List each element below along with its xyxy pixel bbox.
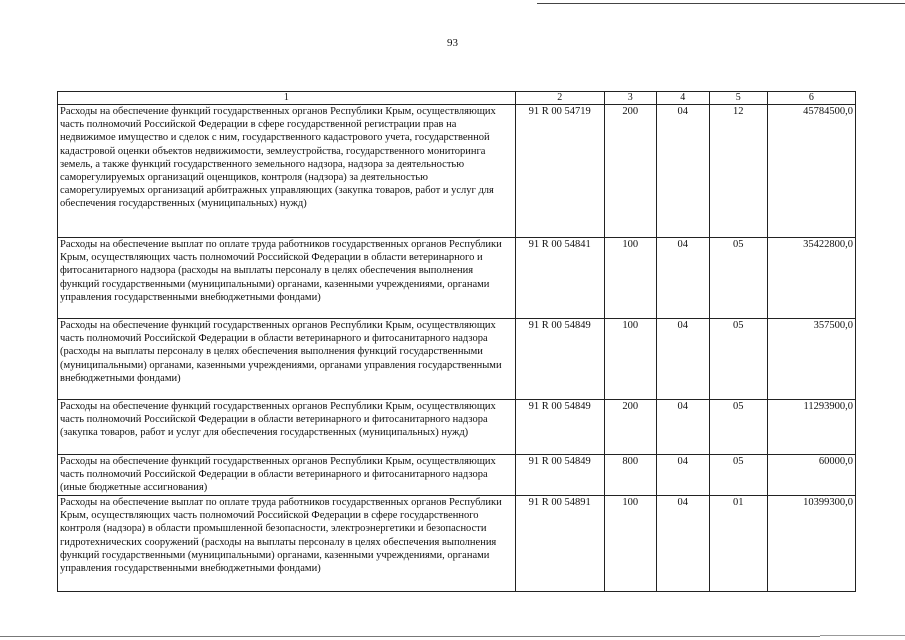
row-expense-type: 100 [604, 238, 656, 319]
row-expense-type: 200 [604, 400, 656, 455]
row-description: Расходы на обеспечение функций государственных органов Республики Крым, осуществляющих часть полномочий Российской Федерации в сфере государственной регистрации прав на недвижимое имущество и сделок с ним, государственного кадастрового учета, государственной кадастровой оценки объектов недвижимости, землеустройства, государственного мониторинга земель, а также функций государственного земельного надзора, надзора за деятельностью саморегулируемых организаций оценщиков, контроля (надзора) за деятельностью саморегулируемых организаций арбитражных управляющих (закупка товаров, работ и услуг для обеспечения государственных (муниципальных) нужд) [58, 105, 516, 238]
row-description: Расходы на обеспечение выплат по оплате труда работников государственных органов Республики Крым, осуществляющих часть полномочий Российской Федерации в области ветеринарного и фитосанитарного надзора (расходы на выплаты персоналу в целях обеспечения выполнения функций государственными (муниципальными) органами, казенными учреждениями, органами управления государственными внебюджетными фондами) [58, 238, 516, 319]
column-header-6: 6 [767, 92, 855, 105]
row-expense-type: 100 [604, 319, 656, 400]
column-header-1: 1 [58, 92, 516, 105]
table-row [58, 319, 856, 400]
row-subsection: 05 [709, 455, 767, 496]
table-row [58, 238, 856, 319]
row-subsection: 05 [709, 400, 767, 455]
row-target-code: 91 R 00 54841 [515, 238, 604, 319]
row-subsection: 12 [709, 105, 767, 238]
row-section: 04 [656, 238, 709, 319]
table-row [58, 455, 856, 496]
row-amount: 60000,0 [767, 455, 855, 496]
row-target-code: 91 R 00 54849 [515, 319, 604, 400]
scan-edge-line-bottom [0, 636, 820, 637]
row-description: Расходы на обеспечение функций государственных органов Республики Крым, осуществляющих часть полномочий Российской Федерации в области ветеринарного и фитосанитарного надзора (закупка товаров, работ и услуг для обеспечения государственных (муниципальных) нужд) [58, 400, 516, 455]
row-amount: 10399300,0 [767, 496, 855, 592]
table-row [58, 400, 856, 455]
row-target-code: 91 R 00 54849 [515, 455, 604, 496]
scan-edge-line-bottom-right [820, 635, 905, 636]
row-section: 04 [656, 496, 709, 592]
row-description: Расходы на обеспечение выплат по оплате труда работников государственных органов Республики Крым, осуществляющих часть полномочий Российской Федерации в сфере государственного контроля (надзора) в области промышленной безопасности, электроэнергетики и безопасности гидротехнических сооружений (расходы на выплаты персоналу в целях обеспечения выполнения функций государственными (муниципальными) органами, казенными учреждениями, органами управления государственными внебюджетными фондами) [58, 496, 516, 592]
row-expense-type: 800 [604, 455, 656, 496]
row-expense-type: 100 [604, 496, 656, 592]
column-header-4: 4 [656, 92, 709, 105]
row-amount: 357500,0 [767, 319, 855, 400]
row-section: 04 [656, 400, 709, 455]
row-target-code: 91 R 00 54891 [515, 496, 604, 592]
row-expense-type: 200 [604, 105, 656, 238]
row-amount: 45784500,0 [767, 105, 855, 238]
table-row [58, 105, 856, 238]
row-subsection: 05 [709, 238, 767, 319]
row-amount: 11293900,0 [767, 400, 855, 455]
row-subsection: 01 [709, 496, 767, 592]
column-number-row [58, 92, 856, 105]
row-target-code: 91 R 00 54849 [515, 400, 604, 455]
column-header-3: 3 [604, 92, 656, 105]
column-header-5: 5 [709, 92, 767, 105]
row-amount: 35422800,0 [767, 238, 855, 319]
row-description: Расходы на обеспечение функций государственных органов Республики Крым, осуществляющих часть полномочий Российской Федерации в области ветеринарного и фитосанитарного надзора (иные бюджетные ассигнования) [58, 455, 516, 496]
row-description: Расходы на обеспечение функций государственных органов Республики Крым, осуществляющих часть полномочий Российской Федерации в области ветеринарного и фитосанитарного надзора (расходы на выплаты персоналу в целях обеспечения выполнения функций государственными (муниципальными) органами, казенными учреждениями, органами управления государственными внебюджетными фондами) [58, 319, 516, 400]
row-target-code: 91 R 00 54719 [515, 105, 604, 238]
row-section: 04 [656, 105, 709, 238]
row-subsection: 05 [709, 319, 767, 400]
table-row [58, 496, 856, 592]
budget-table [57, 91, 856, 592]
scan-edge-line-top [537, 3, 905, 4]
row-section: 04 [656, 319, 709, 400]
page-number: 93 [447, 37, 458, 49]
row-section: 04 [656, 455, 709, 496]
column-header-2: 2 [515, 92, 604, 105]
